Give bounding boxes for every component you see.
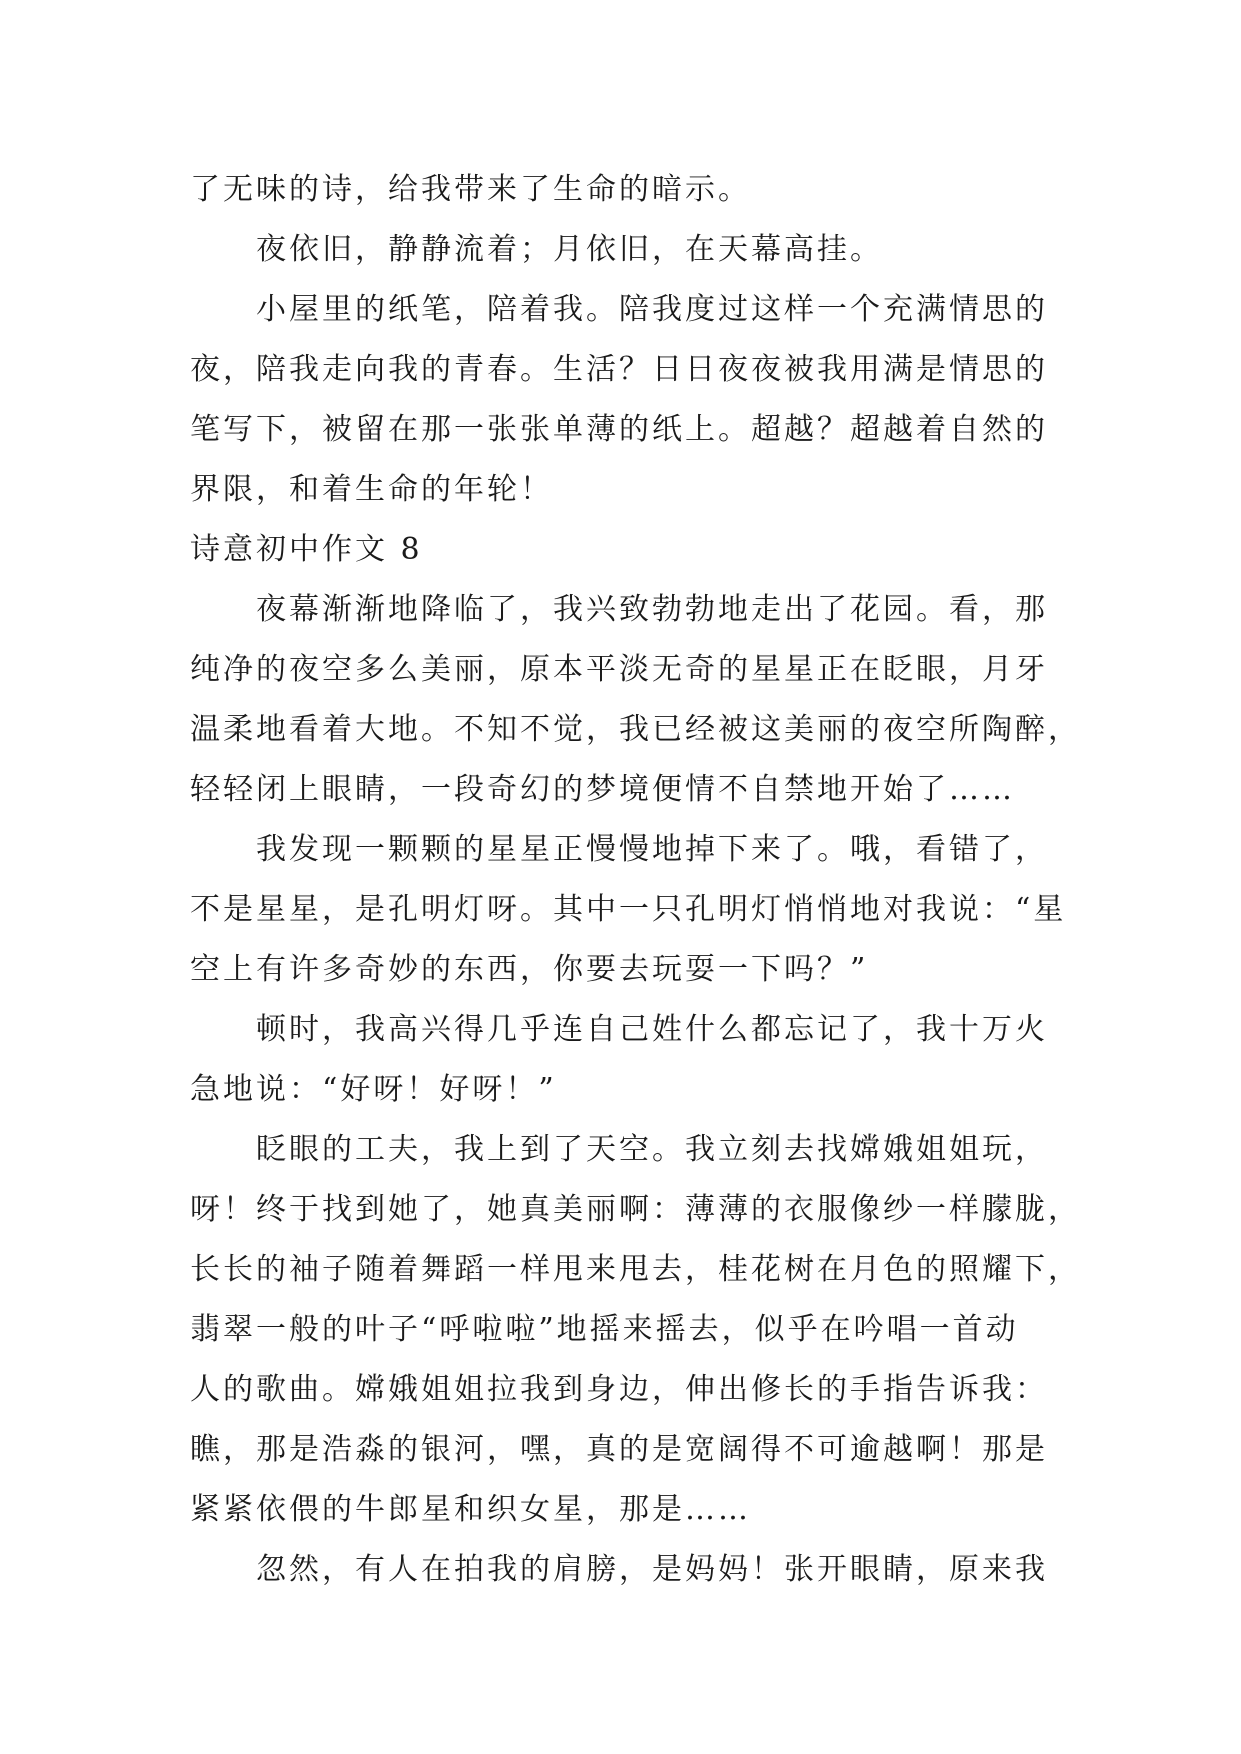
text-line: 小屋里的纸笔，陪着我。陪我度过这样一个充满情思的 [256, 292, 1048, 327]
text-line: 紧紧依偎的牛郎星和织女星，那是…… [190, 1492, 751, 1527]
text-line: 温柔地看着大地。不知不觉，我已经被这美丽的夜空所陶醉， [190, 712, 1081, 747]
text-line: 夜幕渐渐地降临了，我兴致勃勃地走出了花园。看，那 [256, 592, 1048, 627]
text-line: 纯净的夜空多么美丽，原本平淡无奇的星星正在眨眼，月牙 [190, 652, 1048, 687]
text-line: 忽然，有人在拍我的肩膀，是妈妈！张开眼睛，原来我 [256, 1552, 1048, 1587]
text-line: 不是星星，是孔明灯呀。其中一只孔明灯悄悄地对我说：“星 [190, 892, 1067, 927]
text-line: 长长的袖子随着舞蹈一样甩来甩去，桂花树在月色的照耀下， [190, 1252, 1081, 1287]
text-line: 眨眼的工夫，我上到了天空。我立刻去找嫦娥姐姐玩， [256, 1132, 1048, 1167]
text-line: 了无味的诗，给我带来了生命的暗示。 [190, 172, 751, 207]
document-body [190, 160, 1081, 1600]
section-heading: 诗意初中作文 8 [190, 532, 423, 567]
text-line: 界限，和着生命的年轮！ [190, 472, 553, 507]
text-line: 急地说：“好呀！好呀！” [190, 1072, 557, 1107]
text-line: 轻轻闭上眼睛，一段奇幻的梦境便情不自禁地开始了…… [190, 772, 1015, 807]
text-line: 瞧，那是浩淼的银河，嘿，真的是宽阔得不可逾越啊！那是 [190, 1432, 1048, 1467]
text-line: 呀！终于找到她了，她真美丽啊：薄薄的衣服像纱一样朦胧， [190, 1192, 1081, 1227]
text-line: 笔写下，被留在那一张张单薄的纸上。超越？超越着自然的 [190, 412, 1048, 447]
text-line: 我发现一颗颗的星星正慢慢地掉下来了。哦，看错了， [256, 832, 1048, 867]
text-line: 夜，陪我走向我的青春。生活？日日夜夜被我用满是情思的 [190, 352, 1048, 387]
text-line: 夜依旧，静静流着；月依旧，在天幕高挂。 [256, 232, 883, 267]
text-line: 人的歌曲。嫦娥姐姐拉我到身边，伸出修长的手指告诉我： [190, 1372, 1048, 1407]
text-line: 顿时，我高兴得几乎连自己姓什么都忘记了，我十万火 [256, 1012, 1048, 1047]
text-line: 翡翠一般的叶子“呼啦啦”地摇来摇去，似乎在吟唱一首动 [190, 1312, 1019, 1347]
text-line: 空上有许多奇妙的东西，你要去玩耍一下吗？” [190, 952, 869, 987]
